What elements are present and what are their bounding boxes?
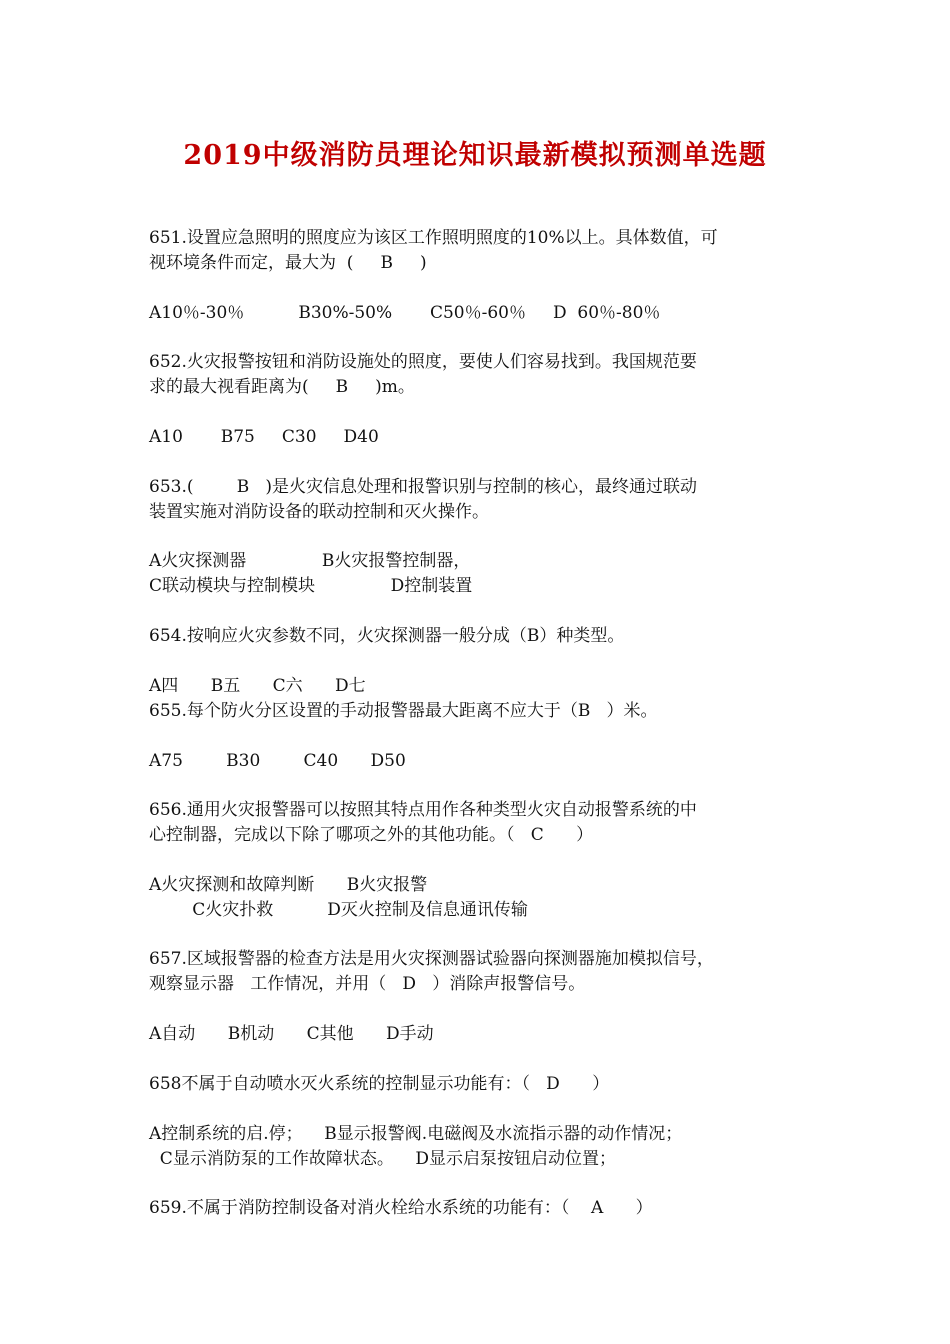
question-658-text: 658不属于自动喷水灭火系统的控制显示功能有：（ D ）: [149, 1074, 610, 1094]
question-654-options: A四 B五 C六 D七: [149, 676, 366, 696]
page-title: 2019中级消防员理论知识最新模拟预测单选题: [183, 140, 767, 171]
question-653-options-line-2: C联动模块与控制模块 D控制装置: [149, 576, 473, 596]
question-659-text: 659.不属于消防控制设备对消火栓给水系统的功能有：（ A ）: [149, 1198, 653, 1218]
question-656-options-line-2: C火灾扑救 D灭火控制及信息通讯传输: [149, 900, 528, 920]
question-652-options: A10 B75 C30 D40: [149, 427, 379, 447]
question-655-options: A75 B30 C40 D50: [149, 751, 406, 771]
question-658-options-line-1: A控制系统的启.停； B显示报警阀.电磁阀及水流指示器的动作情况；: [149, 1124, 683, 1144]
question-657-text-line-2: 观察显示器 工作情况，并用（ D ）消除声报警信号。: [149, 974, 586, 994]
question-653-text-line-2: 装置实施对消防设备的联动控制和灭火操作。: [149, 502, 489, 522]
question-652-text-line-1: 652.火灾报警按钮和消防设施处的照度，要使人们容易找到。我国规范要: [149, 352, 697, 372]
question-653-text-line-1: 653.( B )是火灾信息处理和报警识别与控制的核心，最终通过联动: [149, 477, 698, 497]
question-653-options-line-1: A火灾探测器 B火灾报警控制器，: [149, 551, 471, 571]
question-655-text: 655.每个防火分区设置的手动报警器最大距离不应大于（B ）米。: [149, 701, 658, 721]
question-651-options: A10％-30％ B30%-50% C50％-60％ D 60％-80％: [149, 303, 661, 323]
question-656-text-line-2: 心控制器，完成以下除了哪项之外的其他功能。（ C ）: [149, 825, 594, 845]
question-654-text: 654.按响应火灾参数不同，火灾探测器一般分成（B）种类型。: [149, 626, 625, 646]
question-656-text-line-1: 656.通用火灾报警器可以按照其特点用作各种类型火灾自动报警系统的中: [149, 800, 697, 820]
question-651-text-line-1: 651.设置应急照明的照度应为该区工作照明照度的10%以上。具体数值，可: [149, 228, 718, 248]
question-657-text-line-1: 657.区域报警器的检查方法是用火灾探测器试验器向探测器施加模拟信号，: [149, 949, 714, 969]
question-656-options-line-1: A火灾探测和故障判断 B火灾报警: [149, 875, 428, 895]
question-652-text-line-2: 求的最大视看距离为( B )m。: [149, 377, 415, 397]
question-658-options-line-2: C显示消防泵的工作故障状态。 D显示启泵按钮启动位置；: [149, 1149, 617, 1169]
question-651-text-line-2: 视环境条件而定，最大为 ( B ): [149, 253, 427, 273]
question-657-options: A自动 B机动 C其他 D手动: [149, 1024, 434, 1044]
